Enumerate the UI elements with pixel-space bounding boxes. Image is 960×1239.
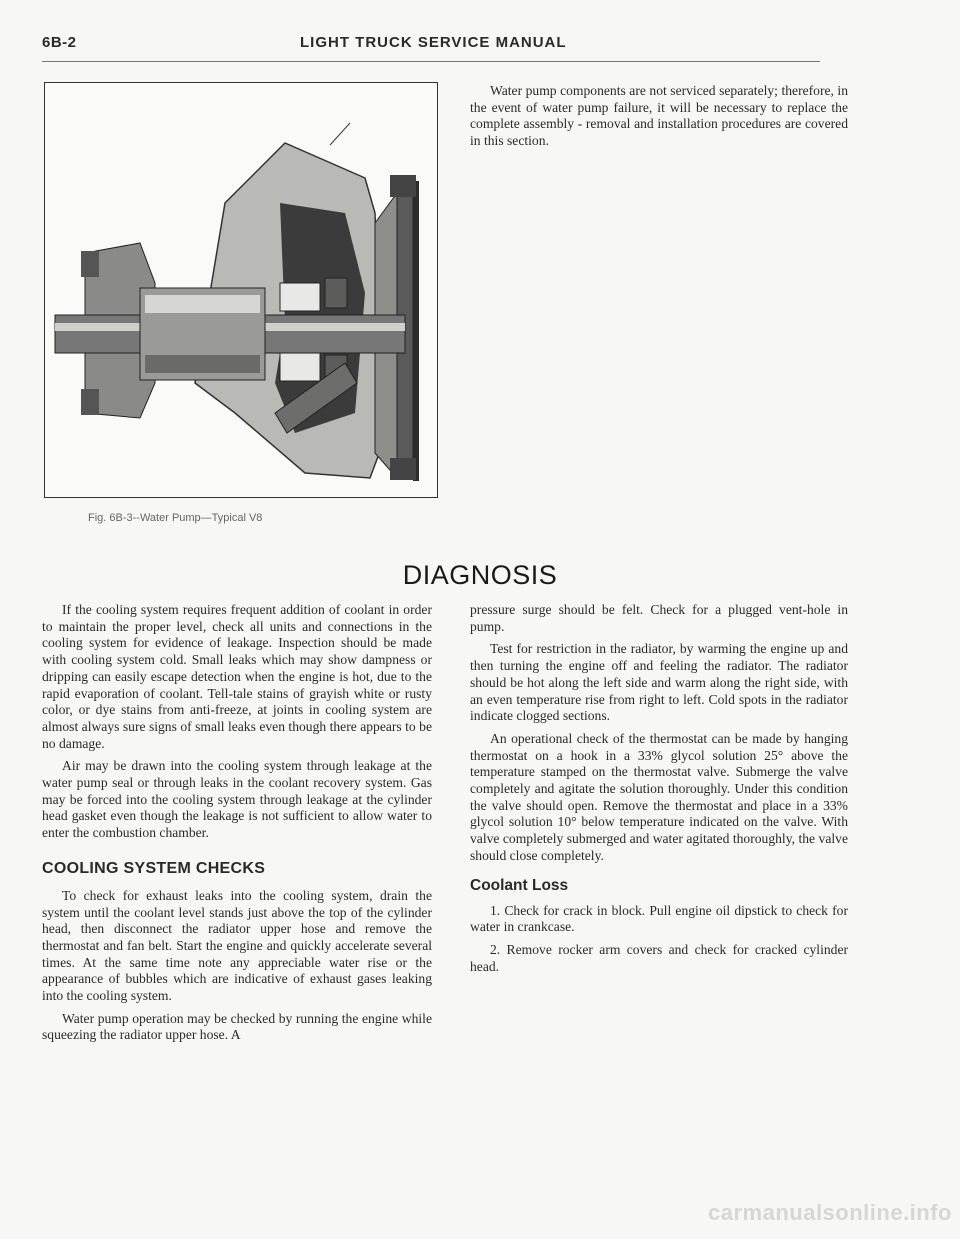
water-pump-illustration [45, 83, 437, 497]
cooling-checks-paragraph: Water pump operation may be checked by running the engine while squeezing the radiator upper hose. A [42, 1010, 432, 1043]
intro-column [470, 83, 848, 156]
coolant-loss-heading: Coolant Loss [470, 876, 569, 894]
diagnosis-heading: DIAGNOSIS [402, 560, 558, 590]
radiator-test-paragraph: Test for restriction in the radiator, by warming the engine up and then turning the engine off and feeling the radiator. The radiator should be hot along the left side and warm along the right side, with an even temperature rise from right to left. Cold spots in the radiator indicate clogged sections. [470, 641, 848, 724]
header-rule [42, 61, 820, 62]
cooling-checks-paragraph: To check for exhaust leaks into the cooling system, drain the system until the coolant level stands just above the top of the cylinder head, then disconnect the radiator upper hose and remove the thermostat and fan belt. Start the engine and quickly accelerate several times. At the same time note any appreciable water rise or the appearance of bubbles which are indicative of exhaust gases leaking into the cooling system. [42, 887, 432, 1004]
watermark: carmanualsonline.info [708, 1200, 952, 1225]
cooling-checks-heading: COOLING SYSTEM CHECKS [42, 859, 266, 877]
continued-paragraph: pressure surge should be felt. Check for a plugged vent-hole in pump. [470, 602, 848, 634]
coolant-loss-item: 2. Remove rocker arm covers and check for cracked cylinder head. [470, 941, 848, 974]
coolant-loss-item: 1. Check for crack in block. Pull engine oil dipstick to check for water in crankcase. [470, 902, 848, 935]
right-column [470, 602, 848, 981]
diagnosis-paragraph: Air may be drawn into the cooling system through leakage at the water pump seal or through leaks in the coolant recovery system. Gas may be forced into the cooling system through leakage at the cylinder head gasket even though the leakage is not sufficient to allow water to enter the combustion chamber. [42, 758, 432, 841]
figure-caption: Fig. 6B-3--Water Pump—Typical V8 [88, 512, 263, 524]
thermostat-check-paragraph: An operational check of the thermostat can be made by hanging thermostat on a hook in a 33% glycol solution 25° above the temperature stamped on the thermostat valve. Submerge the valve completely and agitate the solution thoroughly. Under this condition the valve should open. Remove the thermostat and place in a 33% glycol solution 10° below temperature indicated on the valve. With valve completely submerged and water agitated thoroughly, the valve should close completely. [470, 730, 848, 863]
diagnosis-paragraph: If the cooling system requires frequent addition of coolant in order to maintain the proper level, check all units and connections in the cooling system for evidence of leakage. Inspection should be made with cooling system cold. Small leaks which may show dampness or dripping can easily escape detection when the engine is hot, due to the rapid evaporation of coolant. Tell-tale stains of grayish white or rusty color, or dye stains from anti-freeze, at joints in cooling system are almost always sure signs of small leaks even though there appears to be no damage. [42, 602, 432, 751]
running-header: LIGHT TRUCK SERVICE MANUAL [300, 34, 567, 51]
water-pump-figure [44, 82, 438, 498]
intro-paragraph: Water pump components are not serviced separately; therefore, in the event of water pump failure, it will be necessary to replace the complete assembly - removal and installation procedures are covered in this section. [470, 83, 848, 149]
page-number: 6B-2 [42, 34, 77, 51]
left-column [42, 602, 432, 1050]
